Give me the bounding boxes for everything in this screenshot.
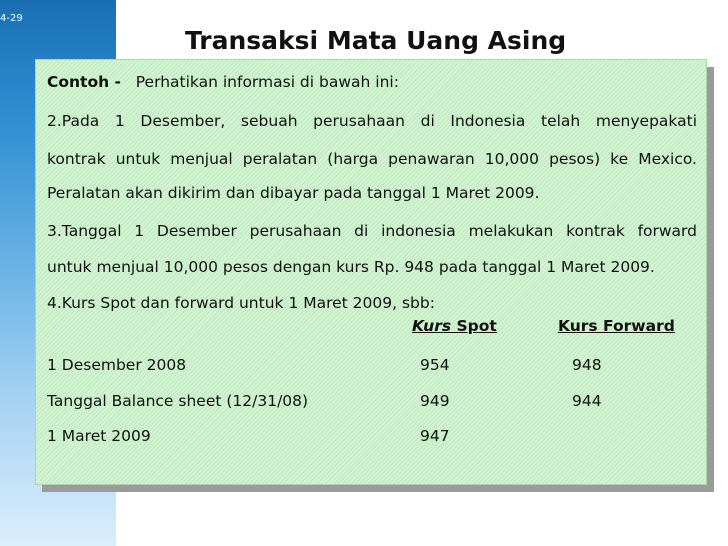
- row-spot: 954: [420, 356, 450, 374]
- header-spot: [412, 317, 497, 336]
- point2-line1: 2.Pada 1 Desember, sebuah perusahaan di Indonesia telah menyepakati: [47, 112, 697, 130]
- example-line: [47, 73, 697, 92]
- example-label: Contoh -: [47, 73, 121, 91]
- point3-line1: 3.Tanggal 1 Desember perusahaan di indonesia melakukan kontrak forward: [47, 222, 697, 240]
- row-spot: 949: [420, 392, 450, 410]
- row-spot: 947: [420, 427, 450, 445]
- row-label: 1 Maret 2009: [47, 427, 151, 445]
- example-intro: Perhatikan informasi di bawah ini:: [135, 73, 399, 91]
- row-label: Tanggal Balance sheet (12/31/08): [47, 392, 309, 410]
- point2-line3: Peralatan akan dikirim dan dibayar pada tanggal 1 Maret 2009.: [47, 184, 540, 202]
- row-forward: 944: [572, 392, 602, 410]
- slide-title: Transaksi Mata Uang Asing: [185, 26, 567, 55]
- header-forward: Kurs Forward: [558, 317, 675, 335]
- row-label: 1 Desember 2008: [47, 356, 187, 374]
- point2-line2: kontrak untuk menjual peralatan (harga penawaran 10,000 pesos) ke Mexico.: [47, 150, 697, 168]
- point4-line1: 4.Kurs Spot dan forward untuk 1 Maret 2009, sbb:: [47, 294, 435, 312]
- point3-line2: untuk menjual 10,000 pesos dengan kurs Rp. 948 pada tanggal 1 Maret 2009.: [47, 258, 655, 276]
- row-forward: 948: [572, 356, 602, 374]
- page-number: 4-29: [0, 13, 23, 24]
- header-spot-italic: Kurs: [412, 317, 452, 335]
- header-spot-rest: Spot: [451, 317, 497, 335]
